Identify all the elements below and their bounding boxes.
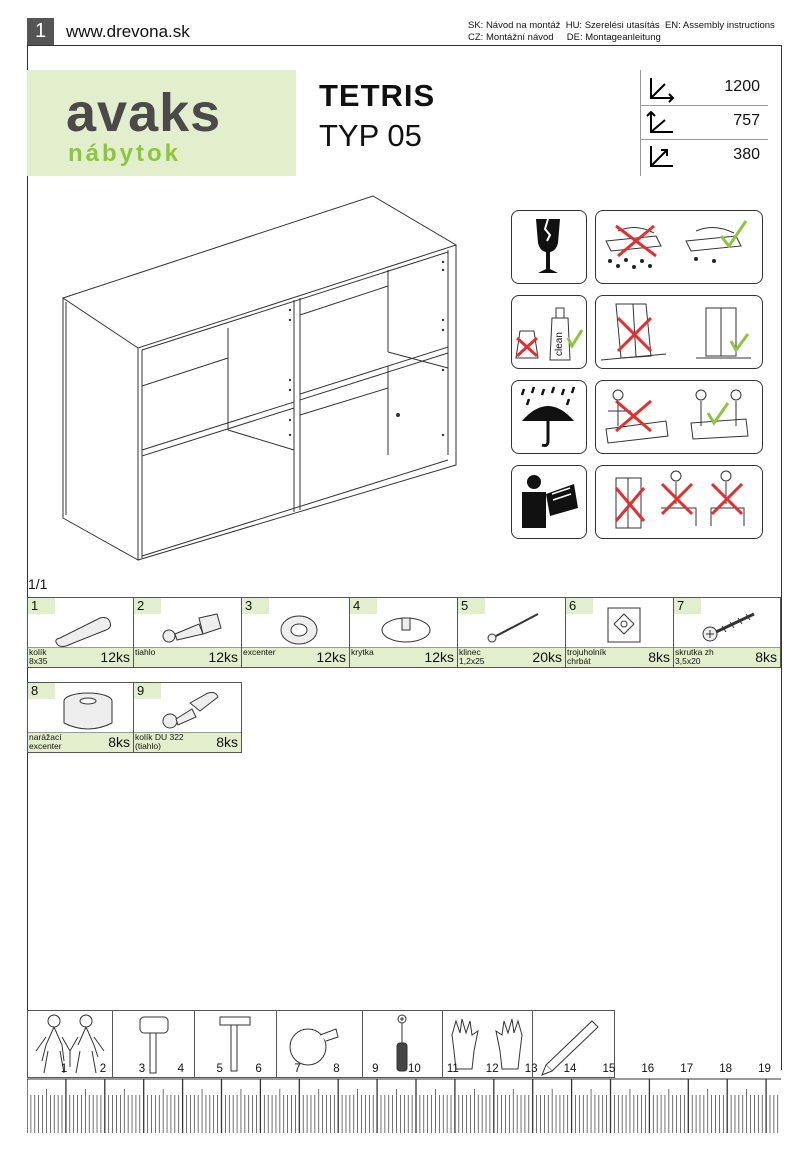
part-label [674, 647, 780, 667]
wipe-dry-icon [596, 211, 761, 282]
ruler-number: 8 [333, 1063, 340, 1075]
product-type: TYP 05 [319, 118, 422, 153]
part-name: tiahlo [135, 647, 156, 657]
connecting-bolt-icon [159, 612, 229, 648]
dim-depth: 380 [733, 146, 760, 163]
part-6 [565, 597, 674, 668]
no-water-surface-pictogram [595, 210, 763, 284]
dim-depth-row [641, 140, 768, 173]
no-climbing-icon [596, 466, 761, 537]
part-qty: 8ks [648, 649, 670, 665]
press-in-cam-icon [58, 689, 118, 733]
dim-height: 757 [733, 112, 760, 129]
keep-dry-pictogram [511, 380, 587, 454]
cleaner-bottle-icon [512, 296, 585, 367]
dimensions-box [640, 70, 768, 176]
website: www.drevona.sk [66, 22, 190, 41]
part-number: 8 [28, 683, 55, 699]
clean-label: clean [554, 332, 565, 356]
level-floor-pictogram [595, 295, 763, 369]
part-7 [673, 597, 781, 668]
ruler-number: 12 [485, 1063, 499, 1075]
part-name: klinec 1,2x25 [459, 647, 485, 666]
person-reading-icon [512, 466, 585, 537]
height-arrow-icon [645, 108, 677, 137]
part-label [28, 732, 133, 752]
part-number: 5 [458, 598, 485, 614]
part-number: 4 [350, 598, 377, 614]
part-number: 7 [674, 598, 701, 614]
part-label [134, 647, 241, 667]
part-1 [27, 597, 134, 668]
part-5 [457, 597, 566, 668]
part-label [350, 647, 457, 667]
read-instructions-pictogram [511, 465, 587, 539]
product-name: TETRIS [319, 78, 436, 113]
part-number: 2 [134, 598, 161, 614]
ruler-number: 6 [255, 1063, 262, 1075]
dowel-bolt-icon [158, 689, 222, 733]
language-list [468, 20, 775, 44]
part-qty: 12ks [424, 649, 454, 665]
part-name: trojuholník chrbát [567, 647, 607, 666]
frame-right [781, 45, 782, 1070]
ruler-number: 13 [524, 1063, 538, 1075]
part-label [28, 647, 133, 667]
ruler-number: 2 [99, 1063, 107, 1075]
nail-icon [484, 608, 544, 644]
part-name: excenter [243, 647, 276, 657]
part-qty: 8ks [108, 734, 130, 750]
two-persons-desk-icon [596, 381, 761, 452]
logo-brand: avaks [66, 83, 222, 143]
lang-de: DE: Montageanleitung [566, 32, 661, 43]
part-2 [133, 597, 242, 668]
ruler-number: 11 [446, 1063, 459, 1075]
lang-sk: SK: Návod na montáž [468, 20, 561, 31]
ruler-number: 1 [60, 1063, 68, 1075]
screw-icon [700, 608, 760, 644]
ruler-number: 3 [138, 1063, 146, 1075]
part-number: 1 [28, 598, 55, 614]
cleaning-pictogram [511, 295, 587, 369]
cap-icon [378, 610, 434, 646]
part-label [566, 647, 673, 667]
part-number: 9 [134, 683, 161, 699]
dim-height-row [641, 106, 768, 140]
part-4 [349, 597, 458, 668]
wardrobe-level-icon [596, 296, 761, 367]
frame-left [27, 45, 28, 1070]
back-bracket-icon [604, 604, 644, 646]
ruler-number: 19 [758, 1063, 771, 1075]
lang-en: EN: Assembly instructions [664, 20, 775, 31]
part-label [134, 732, 241, 752]
part-8 [27, 682, 134, 753]
part-number: 3 [242, 598, 269, 614]
part-label [242, 647, 349, 667]
part-name: skrutka zh 3,5x20 [675, 647, 714, 666]
cabinet-drawing [58, 190, 463, 570]
part-9 [133, 682, 242, 753]
ruler-number: 7 [294, 1063, 301, 1075]
no-climbing-pictogram [595, 465, 763, 539]
logo-sub: nábytok [68, 140, 182, 167]
dim-width: 1200 [724, 78, 760, 95]
fragile-glass-icon [512, 211, 585, 282]
fragile-pictogram [511, 210, 587, 284]
ruler-number: 15 [602, 1063, 616, 1075]
cam-lock-icon [274, 610, 324, 648]
part-qty: 12ks [316, 649, 346, 665]
ruler-number: 5 [216, 1063, 223, 1075]
part-qty: 12ks [208, 649, 238, 665]
ruler-number: 14 [563, 1063, 577, 1075]
part-name: krytka [351, 647, 374, 657]
ruler-number: 9 [372, 1063, 379, 1075]
ruler-number: 18 [719, 1063, 732, 1075]
dowel-icon [50, 612, 120, 648]
drawing-reference: 1/1 [28, 576, 48, 592]
ruler-number: 16 [641, 1063, 655, 1075]
depth-arrow-icon [645, 142, 677, 171]
lang-hu: HU: Szerelési utasítás [565, 20, 660, 31]
width-arrow-icon [645, 74, 677, 103]
ruler-number: 10 [408, 1063, 421, 1075]
part-label [458, 647, 565, 667]
part-name: kolík DU 322 (tiahlo) [135, 732, 184, 751]
header-divider [27, 45, 781, 46]
part-qty: 20ks [532, 649, 562, 665]
page-number: 1 [27, 18, 54, 45]
lang-cz: CZ: Montážní návod [468, 32, 554, 43]
part-qty: 8ks [755, 649, 777, 665]
ruler-number: 4 [177, 1063, 184, 1075]
part-name: narážací excenter [29, 732, 62, 751]
part-qty: 12ks [100, 649, 130, 665]
part-number: 6 [566, 598, 593, 614]
part-name: kolík 8x35 [29, 647, 48, 666]
ruler [27, 1063, 781, 1133]
part-3 [241, 597, 350, 668]
ruler-number: 17 [680, 1063, 694, 1075]
dim-width-row [641, 72, 768, 106]
umbrella-rain-icon [512, 381, 585, 452]
part-qty: 8ks [216, 734, 238, 750]
two-persons-assembly-pictogram [595, 380, 763, 454]
